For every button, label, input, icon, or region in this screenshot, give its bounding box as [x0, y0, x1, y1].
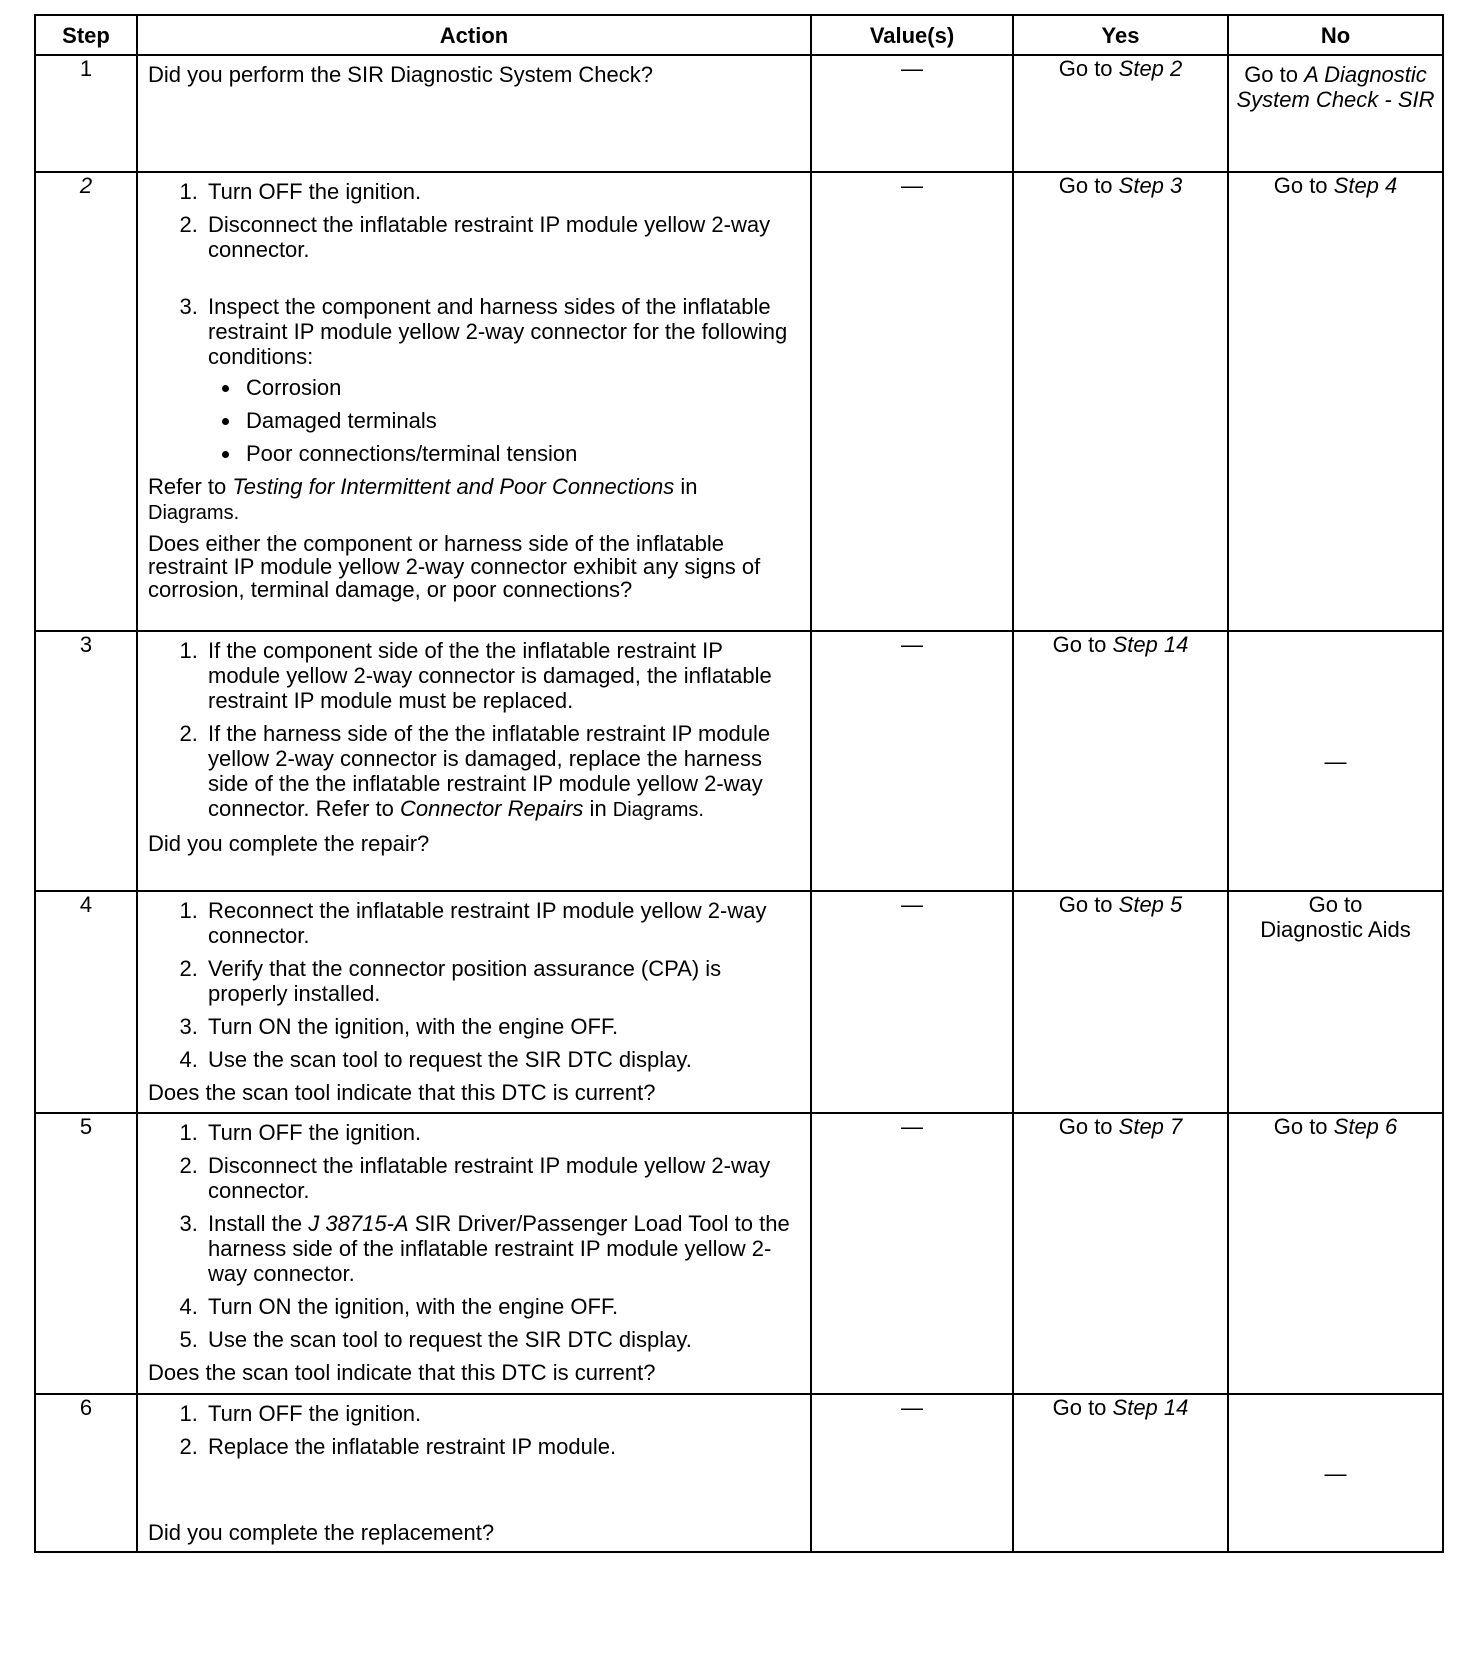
- conditions-list: [208, 375, 800, 466]
- list-item: 5. Use the scan tool to request the SIR DTC display.: [204, 1327, 800, 1352]
- action-steps-list: [148, 638, 800, 823]
- value-cell: —: [811, 55, 1013, 172]
- connector-repairs-link: Connector Repairs: [400, 796, 584, 821]
- value-cell: —: [811, 631, 1013, 891]
- diagnostic-table: [34, 14, 1444, 1553]
- action-cell: [137, 1113, 811, 1394]
- table-row-step-3: [35, 631, 1443, 891]
- question-text: Did you perform the SIR Diagnostic System Check?: [148, 62, 653, 87]
- tool-name: J 38715-A: [308, 1211, 409, 1236]
- header-values: Value(s): [811, 15, 1013, 55]
- action-cell: [137, 891, 811, 1113]
- step-number: 6: [35, 1394, 137, 1552]
- list-item: 2. Disconnect the inflatable restraint IP module yellow 2-way connector.: [204, 1153, 800, 1203]
- table-row-step-2: [35, 172, 1443, 631]
- refer-prefix: Refer to: [148, 474, 233, 499]
- refer-text: [148, 474, 800, 526]
- header-action: Action: [137, 15, 811, 55]
- question-text: Does the scan tool indicate that this DTC is current?: [148, 1360, 656, 1385]
- table-row-step-5: [35, 1113, 1443, 1394]
- yes-prefix: Go to: [1058, 1114, 1119, 1139]
- table-row-step-6: [35, 1394, 1443, 1552]
- yes-cell: [1013, 55, 1228, 172]
- header-step: Step: [35, 15, 137, 55]
- value-cell: —: [811, 891, 1013, 1113]
- header-no: No: [1228, 15, 1443, 55]
- step-number: 3: [35, 631, 137, 891]
- yes-step-link: Step 2: [1118, 56, 1183, 81]
- action-steps-list: [148, 1120, 800, 1352]
- action-cell: [137, 1394, 811, 1552]
- list-item: [204, 294, 800, 466]
- no-cell: [1228, 1113, 1443, 1394]
- no-link: A Diagnostic System Check - SIR: [1236, 62, 1435, 112]
- item-suffix: SIR Driver/Passenger Load Tool to the harness side of the inflatable restraint IP module yellow 2-way connector.: [208, 1211, 790, 1286]
- no-prefix: Go to: [1273, 1114, 1334, 1139]
- list-item: 3. Turn ON the ignition, with the engine OFF.: [204, 1014, 800, 1039]
- list-item: 4. Turn ON the ignition, with the engine OFF.: [204, 1294, 800, 1319]
- yes-prefix: Go to: [1058, 56, 1119, 81]
- yes-step-link: Step 14: [1112, 1395, 1189, 1420]
- step-number: 5: [35, 1113, 137, 1394]
- no-prefix: Go to: [1273, 173, 1334, 198]
- header-row: [35, 15, 1443, 55]
- no-step-link: Step 4: [1333, 173, 1398, 198]
- value-cell: —: [811, 172, 1013, 631]
- list-item: 2. Replace the inflatable restraint IP module.: [204, 1434, 800, 1459]
- yes-prefix: Go to: [1058, 892, 1119, 917]
- diagnostic-aids-link: Diagnostic Aids: [1260, 917, 1411, 942]
- no-cell: —: [1228, 1394, 1443, 1552]
- no-step-link: Step 6: [1333, 1114, 1398, 1139]
- yes-cell: [1013, 172, 1228, 631]
- value-cell: —: [811, 1394, 1013, 1552]
- refer-suffix: Diagrams.: [148, 502, 240, 524]
- refer-link: Testing for Intermittent and Poor Connections: [232, 474, 675, 499]
- question-text: Did you complete the replacement?: [148, 1520, 495, 1545]
- list-item: 2. Disconnect the inflatable restraint IP module yellow 2-way connector.: [204, 212, 800, 262]
- no-cell: [1228, 55, 1443, 172]
- yes-step-link: Step 5: [1118, 892, 1183, 917]
- list-item: 4. Use the scan tool to request the SIR DTC display.: [204, 1047, 800, 1072]
- action-cell: [137, 631, 811, 891]
- yes-cell: [1013, 1394, 1228, 1552]
- yes-step-link: Step 3: [1118, 173, 1183, 198]
- list-item: 1. Turn OFF the ignition.: [204, 1120, 800, 1145]
- step-number: 1: [35, 55, 137, 172]
- item-suffix: Diagrams.: [612, 799, 704, 821]
- step-number: 4: [35, 891, 137, 1113]
- no-cell: —: [1228, 631, 1443, 891]
- list-item: • Corrosion: [242, 375, 800, 400]
- yes-step-link: Step 14: [1112, 632, 1189, 657]
- step-number: 2: [35, 172, 137, 631]
- yes-cell: [1013, 631, 1228, 891]
- list-item: • Poor connections/terminal tension: [242, 441, 800, 466]
- list-item: 2. Verify that the connector position assurance (CPA) is properly installed.: [204, 956, 800, 1006]
- list-item: 1. Turn OFF the ignition.: [204, 1401, 800, 1426]
- no-line-1: Go to: [1308, 892, 1363, 917]
- list-item: 1. If the component side of the the inflatable restraint IP module yellow 2-way connector is damaged, the inflatable restraint IP module must be replaced.: [204, 638, 800, 713]
- action-steps-list: [148, 898, 800, 1072]
- list-item: 1. Reconnect the inflatable restraint IP module yellow 2-way connector.: [204, 898, 800, 948]
- action-cell: [137, 55, 811, 172]
- no-prefix: Go to: [1244, 62, 1305, 87]
- question-text: Did you complete the repair?: [148, 831, 430, 856]
- question-text: Does the scan tool indicate that this DTC is current?: [148, 1080, 656, 1105]
- action-cell: [137, 172, 811, 631]
- yes-prefix: Go to: [1052, 1395, 1113, 1420]
- refer-in: in: [674, 474, 698, 499]
- question-text: Does either the component or harness side of the inflatable restraint IP module yellow 2-way connector exhibit any signs of corrosion, terminal damage, or poor connections?: [148, 531, 761, 602]
- action-steps-list: [148, 1401, 800, 1459]
- list-item: [204, 721, 800, 823]
- yes-prefix: Go to: [1058, 173, 1119, 198]
- list-item-text: Inspect the component and harness sides of the inflatable restraint IP module yellow 2-way connector for the following conditions:: [208, 294, 788, 369]
- list-item: 1. Turn OFF the ignition.: [204, 179, 800, 204]
- table-row-step-4: [35, 891, 1443, 1113]
- item-in: in: [583, 796, 613, 821]
- list-item-text: If the harness side of the the inflatable restraint IP module yellow 2-way connector is damaged, replace the harness side of the the inflatable restraint IP module yellow 2-way connector. Refer to: [208, 721, 771, 821]
- no-cell: [1228, 172, 1443, 631]
- list-item: [204, 1211, 800, 1286]
- yes-step-link: Step 7: [1118, 1114, 1183, 1139]
- no-cell: [1228, 891, 1443, 1113]
- yes-cell: [1013, 1113, 1228, 1394]
- table-row-step-1: [35, 55, 1443, 172]
- yes-prefix: Go to: [1052, 632, 1113, 657]
- item-prefix: Install the: [208, 1211, 309, 1236]
- yes-cell: [1013, 891, 1228, 1113]
- list-item: • Damaged terminals: [242, 408, 800, 433]
- header-yes: Yes: [1013, 15, 1228, 55]
- action-steps-list: [148, 179, 800, 466]
- value-cell: —: [811, 1113, 1013, 1394]
